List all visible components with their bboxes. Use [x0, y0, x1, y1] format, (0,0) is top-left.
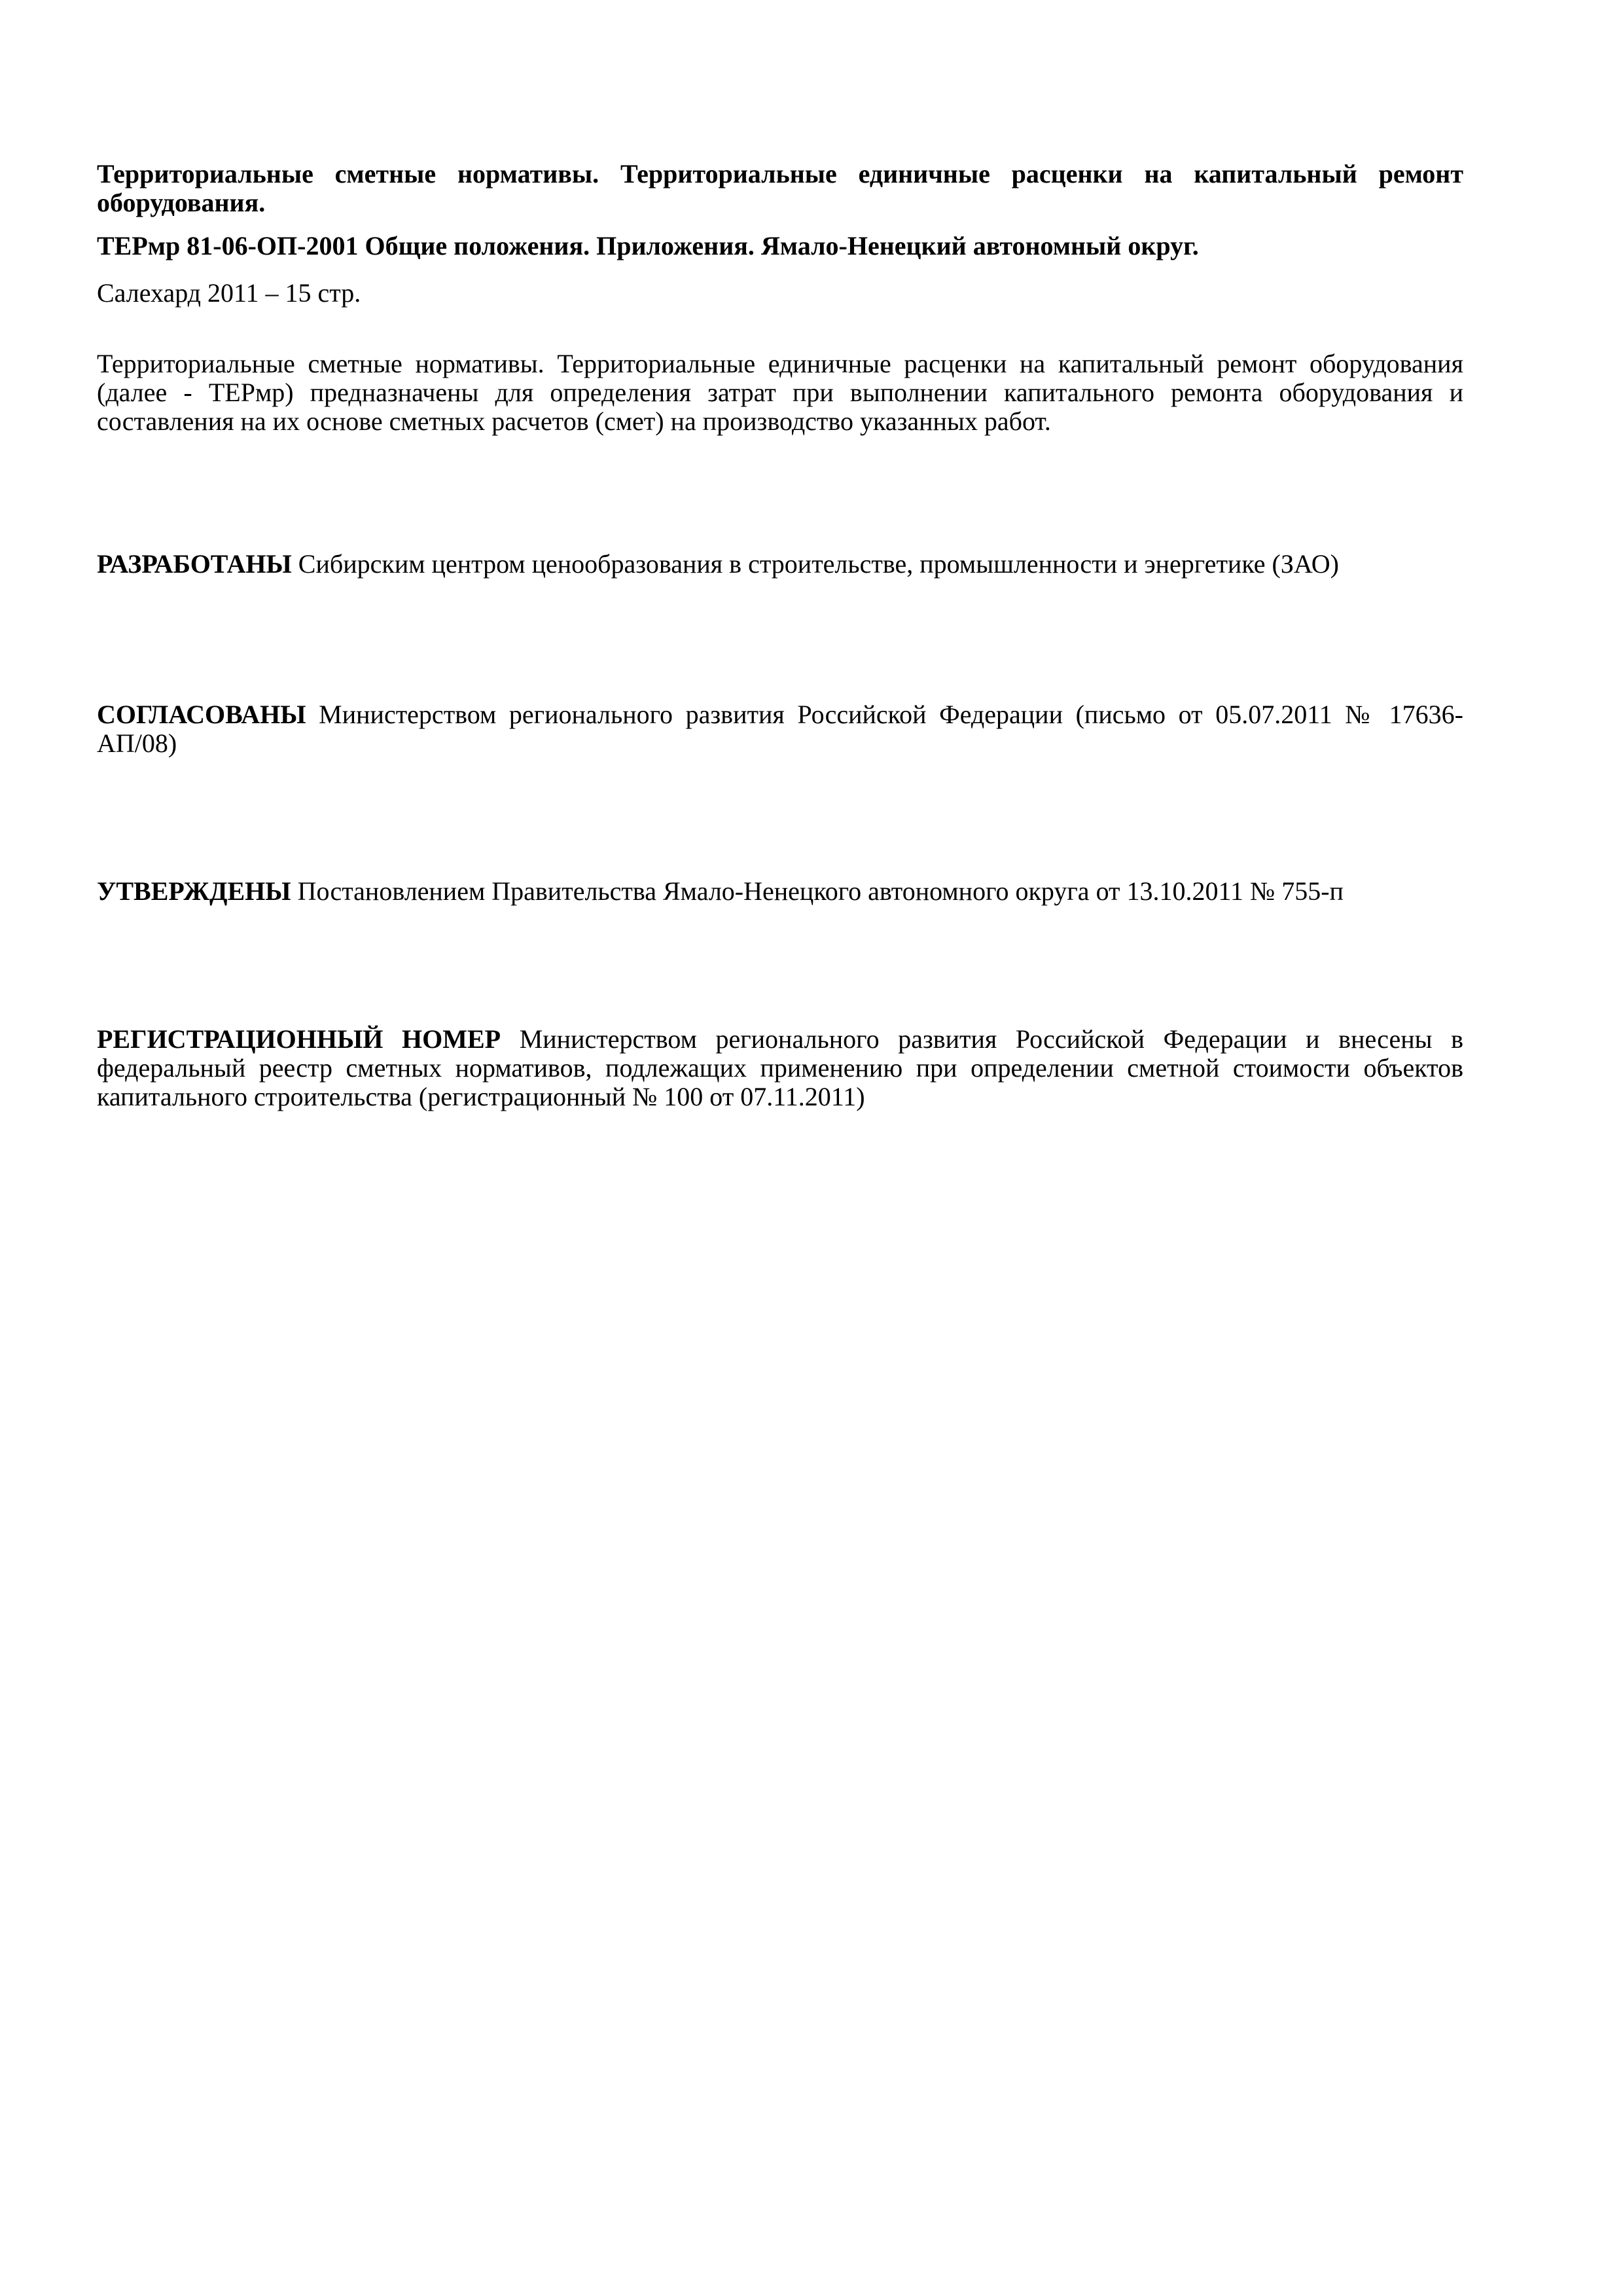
developed-text: Сибирским центром ценообразования в строительстве, промышленности и энергетике (ЗАО): [291, 549, 1339, 579]
developed-paragraph: [97, 550, 1463, 579]
document-code-line: ТЕРмр 81-06-ОП-2001 Общие положения. Приложения. Ямало-Ненецкий автономный округ.: [97, 231, 1199, 260]
document-title: Территориальные сметные нормативы. Территориальные единичные расценки на капитальный ремонт оборудования.: [97, 159, 1463, 217]
description-paragraph: Территориальные сметные нормативы. Территориальные единичные расценки на капитальный ремонт оборудования (далее - ТЕРмр) предназначены для определения затрат при выполнении капитального ремонта оборудования и составления на их основе сметных расчетов (смет) на производство указанных работ.: [97, 349, 1463, 436]
registration-text: Министерством регионального развития Российской Федерации и внесены в федеральный реестр сметных нормативов, подлежащих применению при определении сметной стоимости объектов капитального строительства (регистрационный № 100 от 07.11.2011): [97, 1024, 1463, 1111]
approved-text: Постановлением Правительства Ямало-Ненецкого автономного округа от 13.10.2011 № 755-п: [291, 876, 1344, 906]
approved-label: УТВЕРЖДЕНЫ: [97, 876, 291, 906]
agreed-label: СОГЛАСОВАНЫ: [97, 700, 306, 729]
agreed-text: Министерством регионального развития Российской Федерации (письмо от 05.07.2011 № 17636-АП/08): [97, 700, 1463, 758]
registration-paragraph: [97, 1025, 1463, 1111]
imprint-line: Салехард 2011 – 15 стр.: [97, 278, 361, 308]
developed-label: РАЗРАБОТАНЫ: [97, 549, 292, 579]
registration-label: РЕГИСТРАЦИОННЫЙ НОМЕР: [97, 1024, 501, 1054]
agreed-paragraph: [97, 700, 1463, 758]
approved-paragraph: [97, 877, 1463, 906]
